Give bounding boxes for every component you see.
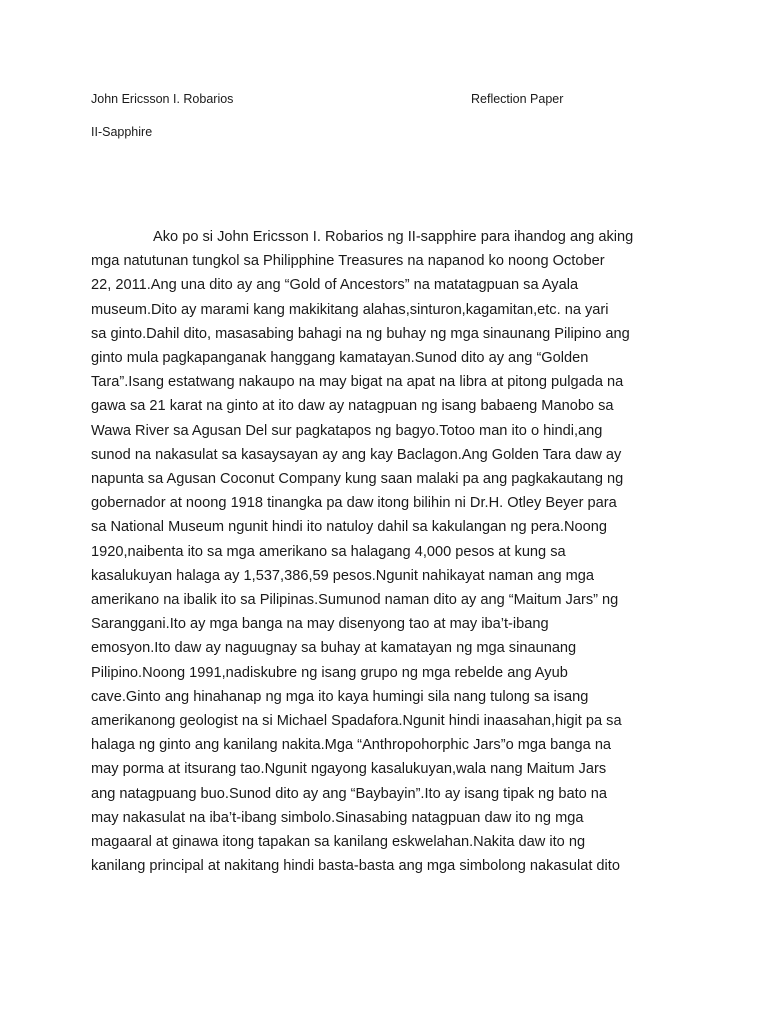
paragraph-line: napunta sa Agusan Coconut Company kung saan malaki pa ang pagkakautang ng: [91, 471, 624, 488]
paragraph-line: gobernador at noong 1918 tinangka pa daw itong bilihin ni Dr.H. Otley Beyer para: [91, 495, 617, 512]
document-header: [91, 92, 691, 110]
paragraph-line: sa National Museum ngunit hindi ito natuloy dahil sa kakulangan ng pera.Noong: [91, 519, 607, 536]
paragraph-line: may porma at itsurang tao.Ngunit ngayong kasalukuyan,wala nang Maitum Jars: [91, 761, 607, 778]
reflection-body: [91, 225, 691, 878]
paragraph-line: Ako po si John Ericsson I. Robarios ng II-sapphire para ihandog ang aking: [153, 229, 634, 245]
paragraph-line: 22, 2011.Ang una dito ay ang “Gold of Ancestors” na matatagpuan sa Ayala: [91, 277, 579, 294]
paragraph-line: Pilipino.Noong 1991,nadiskubre ng isang grupo ng mga rebelde ang Ayub: [91, 664, 568, 681]
paragraph-line: Saranggani.Ito ay mga banga na may disenyong tao at may iba’t-ibang: [91, 616, 549, 633]
paragraph-line: amerikano na ibalik ito sa Pilipinas.Sumunod naman dito ay ang “Maitum Jars” ng: [91, 592, 619, 609]
paragraph-line: mga natutunan tungkol sa Philipphine Treasures na napanod ko noong October: [91, 253, 605, 270]
paragraph-line: museum.Dito ay marami kang makikitang alahas,sinturon,kagamitan,etc. na yari: [91, 301, 609, 318]
paragraph-line: kanilang principal at nakitang hindi basta-basta ang mga simbolong nakasulat dito: [91, 858, 620, 875]
paragraph-line: magaaral at ginawa itong tapakan sa kanilang eskwelahan.Nakita daw ito ng: [91, 834, 586, 851]
paragraph-line: halaga ng ginto ang kanilang nakita.Mga “Anthropohorphic Jars”o mga banga na: [91, 737, 612, 754]
paragraph-line: kasalukuyan halaga ay 1,537,386,59 pesos.Ngunit nahikayat naman ang mga: [91, 567, 595, 584]
paragraph-line: may nakasulat na iba’t-ibang simbolo.Sinasabing natagpuan daw ito ng mga: [91, 809, 584, 826]
paragraph-line: 1920,naibenta ito sa mga amerikano sa halagang 4,000 pesos at kung sa: [91, 543, 566, 560]
author-name: John Ericsson I. Robarios: [91, 92, 234, 106]
student-section: II-Sapphire: [91, 125, 153, 139]
paragraph-line: amerikanong geologist na si Michael Spadafora.Ngunit hindi inaasahan,higit pa sa: [91, 713, 622, 730]
paragraph-line: emosyon.Ito daw ay naguugnay sa buhay at kamatayan ng mga sinaunang: [91, 640, 577, 657]
paragraph-line: cave.Ginto ang hinahanap ng mga ito kaya humingi sila nang tulong sa isang: [91, 688, 589, 705]
paragraph-line: sunod na nakasulat sa kasaysayan ay ang kay Baclagon.Ang Golden Tara daw ay: [91, 446, 622, 463]
paragraph-line: ginto mula pagkapanganak hanggang kamatayan.Sunod dito ay ang “Golden: [91, 350, 589, 367]
paragraph-line: Tara”.Isang estatwang nakaupo na may bigat na apat na libra at pitong pulgada na: [91, 374, 624, 391]
document-type: Reflection Paper: [471, 92, 564, 106]
paragraph-line: ang natagpuang buo.Sunod dito ay ang “Baybayin”.Ito ay isang tipak ng bato na: [91, 785, 608, 802]
paragraph-line: Wawa River sa Agusan Del sur pagkatapos ng bagyo.Totoo man ito o hindi,ang: [91, 422, 603, 439]
paragraph-line: sa ginto.Dahil dito, masasabing bahagi na ng buhay ng mga sinaunang Pilipino ang: [91, 325, 630, 342]
paragraph-line: gawa sa 21 karat na ginto at ito daw ay natagpuan ng isang babaeng Manobo sa: [91, 398, 614, 415]
